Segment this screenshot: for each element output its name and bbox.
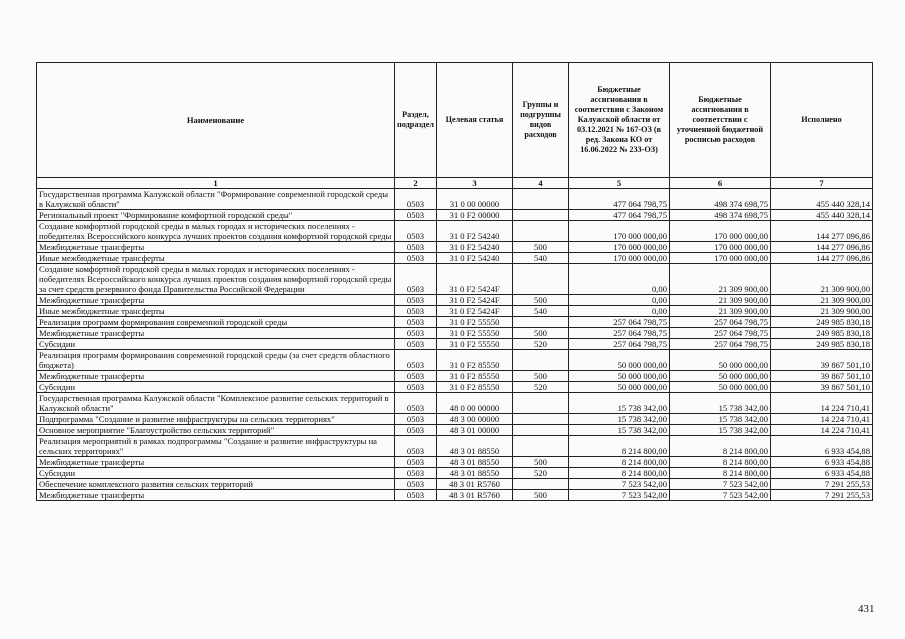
row-schedule-amount: 498 374 698,75 xyxy=(670,189,771,210)
row-target-article: 31 0 F2 55550 xyxy=(437,317,513,328)
row-name: Межбюджетные трансферты xyxy=(37,371,395,382)
row-schedule-amount: 21 309 900,00 xyxy=(670,306,771,317)
row-schedule-amount: 21 309 900,00 xyxy=(670,295,771,306)
row-name: Субсидии xyxy=(37,468,395,479)
row-law-amount: 8 214 800,00 xyxy=(569,468,670,479)
row-expense-group xyxy=(513,393,569,414)
table-row xyxy=(37,328,873,339)
row-expense-group xyxy=(513,479,569,490)
row-executed-amount: 144 277 096,86 xyxy=(771,221,873,242)
row-target-article: 31 0 F2 5424F xyxy=(437,295,513,306)
row-law-amount: 257 064 798,75 xyxy=(569,317,670,328)
row-law-amount: 477 064 798,75 xyxy=(569,189,670,210)
row-law-amount: 0,00 xyxy=(569,295,670,306)
row-target-article: 48 3 01 R5760 xyxy=(437,479,513,490)
table-row xyxy=(37,393,873,414)
row-schedule-amount: 50 000 000,00 xyxy=(670,371,771,382)
row-target-article: 48 3 01 88550 xyxy=(437,457,513,468)
row-executed-amount: 7 291 255,53 xyxy=(771,490,873,501)
row-schedule-amount: 257 064 798,75 xyxy=(670,339,771,350)
row-section: 0503 xyxy=(395,328,437,339)
row-name: Иные межбюджетные трансферты xyxy=(37,306,395,317)
row-executed-amount: 249 985 830,18 xyxy=(771,339,873,350)
table-row xyxy=(37,253,873,264)
row-executed-amount: 14 224 710,41 xyxy=(771,414,873,425)
row-law-amount: 15 738 342,00 xyxy=(569,393,670,414)
row-name: Создание комфортной городской среды в малых городах и исторических поселениях - победителях Всероссийского конкурса лучших проектов создания комфортной городской среды xyxy=(37,221,395,242)
row-expense-group: 500 xyxy=(513,328,569,339)
table-row xyxy=(37,479,873,490)
table-row xyxy=(37,468,873,479)
row-expense-group xyxy=(513,210,569,221)
row-section: 0503 xyxy=(395,350,437,371)
header-expense-groups: Группы и подгруппы видов расходов xyxy=(513,63,569,178)
row-schedule-amount: 170 000 000,00 xyxy=(670,253,771,264)
row-executed-amount: 455 440 328,14 xyxy=(771,210,873,221)
row-executed-amount: 7 291 255,53 xyxy=(771,479,873,490)
row-executed-amount: 144 277 096,86 xyxy=(771,242,873,253)
row-schedule-amount: 50 000 000,00 xyxy=(670,382,771,393)
row-law-amount: 257 064 798,75 xyxy=(569,339,670,350)
row-expense-group: 500 xyxy=(513,490,569,501)
row-expense-group: 520 xyxy=(513,339,569,350)
row-schedule-amount: 8 214 800,00 xyxy=(670,436,771,457)
row-target-article: 48 3 00 00000 xyxy=(437,414,513,425)
row-target-article: 48 0 00 00000 xyxy=(437,393,513,414)
row-executed-amount: 39 867 501,10 xyxy=(771,350,873,371)
row-name: Государственная программа Калужской области "Формирование современной городской среды в Калужской области" xyxy=(37,189,395,210)
row-section: 0503 xyxy=(395,295,437,306)
row-name: Межбюджетные трансферты xyxy=(37,328,395,339)
row-law-amount: 15 738 342,00 xyxy=(569,425,670,436)
row-section: 0503 xyxy=(395,436,437,457)
row-executed-amount: 39 867 501,10 xyxy=(771,371,873,382)
column-number: 2 xyxy=(395,178,437,189)
row-target-article: 31 0 F2 85550 xyxy=(437,350,513,371)
row-schedule-amount: 8 214 800,00 xyxy=(670,468,771,479)
row-name: Подпрограмма "Создание и развитие инфраструктуры на сельских территориях" xyxy=(37,414,395,425)
column-number: 3 xyxy=(437,178,513,189)
row-schedule-amount: 257 064 798,75 xyxy=(670,317,771,328)
table-row xyxy=(37,317,873,328)
row-executed-amount: 21 309 900,00 xyxy=(771,306,873,317)
row-schedule-amount: 21 309 900,00 xyxy=(670,264,771,295)
row-law-amount: 8 214 800,00 xyxy=(569,436,670,457)
row-target-article: 31 0 F2 5424F xyxy=(437,264,513,295)
row-target-article: 31 0 00 00000 xyxy=(437,189,513,210)
row-target-article: 31 0 F2 55550 xyxy=(437,328,513,339)
table-row xyxy=(37,242,873,253)
table-row xyxy=(37,371,873,382)
row-name: Реализация мероприятий в рамках подпрограммы "Создание и развитие инфраструктуры на сельских территориях" xyxy=(37,436,395,457)
row-law-amount: 170 000 000,00 xyxy=(569,221,670,242)
row-executed-amount: 249 985 830,18 xyxy=(771,317,873,328)
table-row xyxy=(37,210,873,221)
row-section: 0503 xyxy=(395,382,437,393)
page-number: 431 xyxy=(858,603,875,615)
row-target-article: 48 3 01 R5760 xyxy=(437,490,513,501)
row-target-article: 31 0 F2 85550 xyxy=(437,382,513,393)
row-schedule-amount: 170 000 000,00 xyxy=(670,242,771,253)
row-name: Реализация программ формирования современной городской среды xyxy=(37,317,395,328)
row-section: 0503 xyxy=(395,221,437,242)
row-law-amount: 170 000 000,00 xyxy=(569,242,670,253)
row-executed-amount: 6 933 454,88 xyxy=(771,457,873,468)
row-name: Государственная программа Калужской области "Комплексное развитие сельских территорий в Калужской области" xyxy=(37,393,395,414)
row-section: 0503 xyxy=(395,253,437,264)
row-name: Иные межбюджетные трансферты xyxy=(37,253,395,264)
table-row xyxy=(37,350,873,371)
row-name: Обеспечение комплексного развития сельских территорий xyxy=(37,479,395,490)
row-target-article: 31 0 F2 55550 xyxy=(437,339,513,350)
row-name: Создание комфортной городской среды в малых городах и исторических поселениях - победителях Всероссийского конкурса лучших проектов создания комфортной городской среды за счет средств резервного фонда Правительства Российской Федерации xyxy=(37,264,395,295)
row-target-article: 31 0 F2 85550 xyxy=(437,371,513,382)
row-law-amount: 257 064 798,75 xyxy=(569,328,670,339)
row-executed-amount: 21 309 900,00 xyxy=(771,295,873,306)
row-section: 0503 xyxy=(395,210,437,221)
row-section: 0503 xyxy=(395,264,437,295)
column-number-row xyxy=(37,178,873,189)
row-name: Реализация программ формирования современной городской среды (за счет средств областного бюджета) xyxy=(37,350,395,371)
header-name: Наименование xyxy=(37,63,395,178)
row-name: Субсидии xyxy=(37,382,395,393)
row-target-article: 31 0 F2 54240 xyxy=(437,221,513,242)
row-expense-group xyxy=(513,414,569,425)
column-number: 7 xyxy=(771,178,873,189)
row-section: 0503 xyxy=(395,317,437,328)
row-name: Межбюджетные трансферты xyxy=(37,295,395,306)
row-executed-amount: 14 224 710,41 xyxy=(771,425,873,436)
row-target-article: 48 3 01 00000 xyxy=(437,425,513,436)
row-executed-amount: 39 867 501,10 xyxy=(771,382,873,393)
header-executed: Исполнено xyxy=(771,63,873,178)
row-executed-amount: 6 933 454,88 xyxy=(771,436,873,457)
table-row xyxy=(37,436,873,457)
row-law-amount: 50 000 000,00 xyxy=(569,350,670,371)
row-section: 0503 xyxy=(395,468,437,479)
row-section: 0503 xyxy=(395,371,437,382)
row-schedule-amount: 7 523 542,00 xyxy=(670,479,771,490)
table-row xyxy=(37,221,873,242)
row-target-article: 31 0 F2 54240 xyxy=(437,253,513,264)
row-schedule-amount: 15 738 342,00 xyxy=(670,393,771,414)
row-name: Региональный проект "Формирование комфортной городской среды" xyxy=(37,210,395,221)
row-expense-group: 500 xyxy=(513,371,569,382)
row-section: 0503 xyxy=(395,393,437,414)
row-expense-group xyxy=(513,189,569,210)
row-section: 0503 xyxy=(395,189,437,210)
row-expense-group xyxy=(513,221,569,242)
row-law-amount: 50 000 000,00 xyxy=(569,382,670,393)
row-law-amount: 7 523 542,00 xyxy=(569,479,670,490)
row-schedule-amount: 50 000 000,00 xyxy=(670,350,771,371)
table-row xyxy=(37,189,873,210)
row-target-article: 48 3 01 88550 xyxy=(437,468,513,479)
row-law-amount: 0,00 xyxy=(569,306,670,317)
row-schedule-amount: 170 000 000,00 xyxy=(670,221,771,242)
row-section: 0503 xyxy=(395,457,437,468)
column-number: 5 xyxy=(569,178,670,189)
row-executed-amount: 455 440 328,14 xyxy=(771,189,873,210)
header-section: Раздел, подраздел xyxy=(395,63,437,178)
row-law-amount: 170 000 000,00 xyxy=(569,253,670,264)
row-expense-group: 500 xyxy=(513,295,569,306)
row-executed-amount: 14 224 710,41 xyxy=(771,393,873,414)
row-expense-group: 540 xyxy=(513,306,569,317)
table-row xyxy=(37,264,873,295)
row-law-amount: 0,00 xyxy=(569,264,670,295)
row-schedule-amount: 15 738 342,00 xyxy=(670,414,771,425)
row-schedule-amount: 498 374 698,75 xyxy=(670,210,771,221)
row-expense-group xyxy=(513,425,569,436)
row-law-amount: 7 523 542,00 xyxy=(569,490,670,501)
row-schedule-amount: 257 064 798,75 xyxy=(670,328,771,339)
header-row xyxy=(37,63,873,178)
row-expense-group xyxy=(513,350,569,371)
row-target-article: 31 0 F2 54240 xyxy=(437,242,513,253)
row-target-article: 31 0 F2 00000 xyxy=(437,210,513,221)
row-expense-group xyxy=(513,317,569,328)
row-name: Межбюджетные трансферты xyxy=(37,242,395,253)
budget-table xyxy=(36,62,873,501)
row-name: Межбюджетные трансферты xyxy=(37,490,395,501)
row-section: 0503 xyxy=(395,242,437,253)
row-expense-group: 520 xyxy=(513,382,569,393)
row-law-amount: 477 064 798,75 xyxy=(569,210,670,221)
row-expense-group: 500 xyxy=(513,457,569,468)
row-name: Межбюджетные трансферты xyxy=(37,457,395,468)
row-section: 0503 xyxy=(395,490,437,501)
column-number: 1 xyxy=(37,178,395,189)
row-expense-group: 540 xyxy=(513,253,569,264)
table-row xyxy=(37,425,873,436)
row-name: Субсидии xyxy=(37,339,395,350)
header-target-article: Целевая статья xyxy=(437,63,513,178)
row-executed-amount: 144 277 096,86 xyxy=(771,253,873,264)
table-row xyxy=(37,490,873,501)
table-body xyxy=(37,189,873,501)
row-law-amount: 15 738 342,00 xyxy=(569,414,670,425)
column-number: 6 xyxy=(670,178,771,189)
row-section: 0503 xyxy=(395,306,437,317)
row-schedule-amount: 15 738 342,00 xyxy=(670,425,771,436)
row-expense-group xyxy=(513,436,569,457)
row-expense-group xyxy=(513,264,569,295)
table-row xyxy=(37,382,873,393)
row-expense-group: 500 xyxy=(513,242,569,253)
table-row xyxy=(37,414,873,425)
row-section: 0503 xyxy=(395,414,437,425)
row-executed-amount: 21 309 900,00 xyxy=(771,264,873,295)
row-expense-group: 520 xyxy=(513,468,569,479)
row-section: 0503 xyxy=(395,425,437,436)
table-row xyxy=(37,339,873,350)
table-row xyxy=(37,295,873,306)
header-schedule-allocations: Бюджетные ассигнования в соответствии с уточненной бюджетной росписью расходов xyxy=(670,63,771,178)
row-name: Основное мероприятие "Благоустройство сельских территорий" xyxy=(37,425,395,436)
row-executed-amount: 6 933 454,88 xyxy=(771,468,873,479)
column-number: 4 xyxy=(513,178,569,189)
table-row xyxy=(37,306,873,317)
table-row xyxy=(37,457,873,468)
row-section: 0503 xyxy=(395,479,437,490)
row-law-amount: 50 000 000,00 xyxy=(569,371,670,382)
row-executed-amount: 249 985 830,18 xyxy=(771,328,873,339)
row-target-article: 48 3 01 88550 xyxy=(437,436,513,457)
row-schedule-amount: 8 214 800,00 xyxy=(670,457,771,468)
header-law-allocations: Бюджетные ассигнования в соответствии с Законом Калужской области от 03.12.2021 № 167-ОЗ (в ред. Закона КО от 16.06.2022 № 233-ОЗ) xyxy=(569,63,670,178)
row-target-article: 31 0 F2 5424F xyxy=(437,306,513,317)
row-law-amount: 8 214 800,00 xyxy=(569,457,670,468)
row-schedule-amount: 7 523 542,00 xyxy=(670,490,771,501)
row-section: 0503 xyxy=(395,339,437,350)
